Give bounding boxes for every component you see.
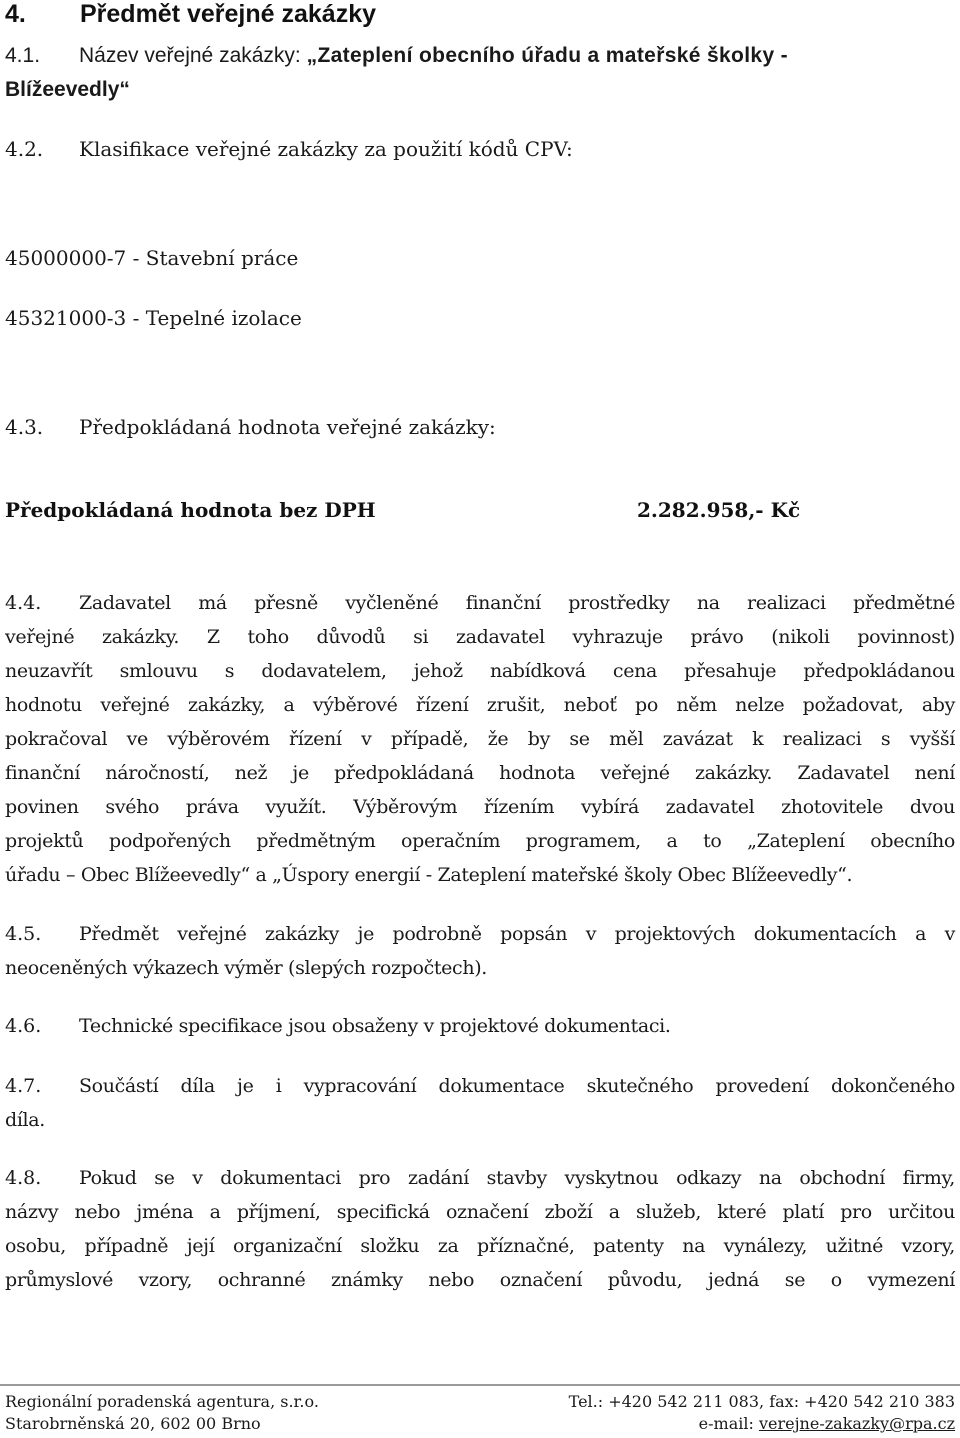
item-4-4-line: pokračoval ve výběrovém řízení v případě, že by se měl zavázat k realizaci s vyšší: [5, 728, 955, 750]
price-value: 2.282.958,- Kč: [637, 498, 801, 522]
item-4-7-line: 4.7. Součástí díla je i vypracování dokumentace skutečného provedení dokončeného: [5, 1069, 955, 1103]
section-number: 4.: [5, 0, 26, 28]
item-number: 4.1.: [5, 44, 41, 67]
section-heading: [5, 0, 955, 28]
item-4-5-line: neoceněných výkazech výměr (slepých rozpočtech).: [5, 957, 487, 979]
item-4-7-line: díla.: [5, 1109, 45, 1131]
item-4-2-text: Klasifikace veřejné zakázky za použití kódů CPV:: [79, 137, 573, 161]
item-4-1-line1: [5, 39, 955, 73]
item-4-4-line: projektů podpořených předmětným operačním programem, a to „Zateplení obecního: [5, 830, 955, 852]
item-4-7: [5, 1069, 955, 1137]
item-4-8: [5, 1161, 955, 1297]
item-4-4-line: povinen svého práva využít. Výběrovým řízením vybírá zadavatel zhotovitele dvou: [5, 796, 955, 818]
item-4-8-line: 4.8. Pokud se v dokumentaci pro zadání stavby vyskytnou odkazy na obchodní firmy,: [5, 1161, 955, 1195]
item-number: 4.2.: [5, 137, 44, 161]
footer-row-1: [5, 1391, 955, 1413]
item-4-4-line: veřejné zakázky. Z toho důvodů si zadavatel vyhrazuje právo (nikoli povinnost): [5, 626, 955, 648]
footer-email-label: e-mail:: [698, 1414, 759, 1433]
item-4-1-label: Název veřejné zakázky:: [79, 44, 307, 67]
footer-address: Starobrněnská 20, 602 00 Brno: [5, 1414, 261, 1433]
item-4-4: [5, 586, 955, 892]
item-4-8-line: průmyslové vzory, ochranné známky nebo označení původu, jedná se o vymezení: [5, 1269, 955, 1291]
item-4-5: [5, 917, 955, 985]
item-number: 4.3.: [5, 415, 44, 439]
item-4-3: [5, 410, 955, 444]
item-4-4-line: finanční náročností, než je předpokládaná hodnota veřejné zakázky. Zadavatel není: [5, 762, 955, 784]
item-4-8-line: osobu, případně její organizační složku za příznačné, patenty na vynálezy, užitné vzory,: [5, 1235, 955, 1257]
item-number: 4.5.: [5, 923, 42, 945]
item-4-4-line: úřadu – Obec Blížeevedly“ a „Úspory energií - Zateplení mateřské školy Obec Blížeevedly“.: [5, 864, 853, 886]
item-number: 4.7.: [5, 1075, 42, 1097]
cpv-code-1: 45000000-7 - Stavební práce: [5, 246, 299, 270]
item-4-3-text: Předpokládaná hodnota veřejné zakázky:: [79, 415, 496, 439]
footer-row-2: [5, 1413, 955, 1435]
item-4-4-line: hodnotu veřejné zakázky, a výběrové řízení zrušit, neboť po něm nelze požadovat, aby: [5, 694, 955, 716]
footer-phone: Tel.: +420 542 211 083, fax: +420 542 210 383: [568, 1392, 955, 1411]
footer-email-wrap: [699, 1413, 955, 1435]
footer-email-link[interactable]: verejne-zakazky@rpa.cz: [758, 1414, 955, 1433]
cpv-code-2: 45321000-3 - Tepelné izolace: [5, 306, 302, 330]
footer-company: Regionální poradenská agentura, s.r.o.: [5, 1392, 319, 1411]
item-4-1-value: „Zateplení obecního úřadu a mateřské školky -: [306, 44, 788, 67]
price-row: [5, 493, 955, 527]
item-4-2: [5, 132, 955, 166]
item-4-5-line: 4.5. Předmět veřejné zakázky je podrobně popsán v projektových dokumentacích a v: [5, 917, 955, 951]
item-4-1-value-cont: Blížeevedly“: [5, 78, 130, 101]
price-label: Předpokládaná hodnota bez DPH: [5, 498, 376, 522]
item-4-8-line: názvy nebo jména a příjmení, specifická označení zboží a služeb, které platí pro určitou: [5, 1201, 955, 1223]
item-number: 4.4.: [5, 592, 42, 614]
item-number: 4.6.: [5, 1015, 42, 1037]
item-4-4-line: 4.4. Zadavatel má přesně vyčleněné finanční prostředky na realizaci předmětné: [5, 586, 955, 620]
section-title: Předmět veřejné zakázky: [80, 0, 377, 28]
footer-divider: [0, 1384, 960, 1386]
item-number: 4.8.: [5, 1167, 42, 1189]
item-4-6: [5, 1009, 955, 1043]
item-4-4-line: neuzavřít smlouvu s dodavatelem, jehož nabídková cena přesahuje předpokládanou: [5, 660, 955, 682]
item-4-6-text: Technické specifikace jsou obsaženy v projektové dokumentaci.: [79, 1015, 671, 1037]
